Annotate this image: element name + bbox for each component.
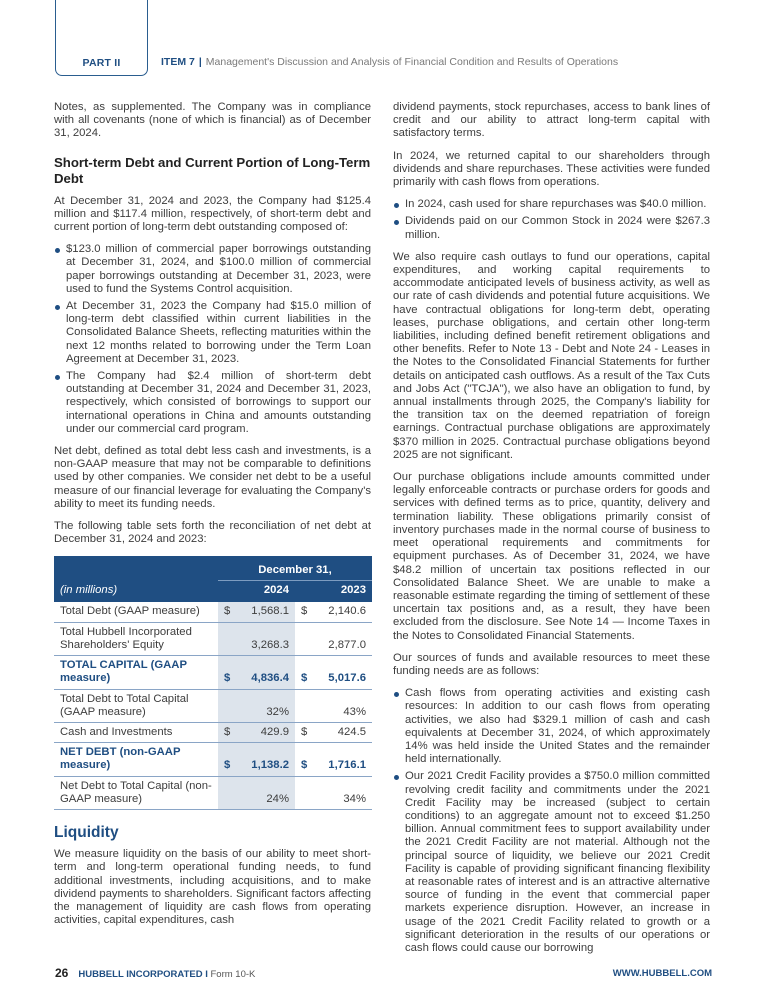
page-header — [161, 56, 618, 68]
value: 3,268.3 — [251, 638, 289, 651]
col-2023-header: 2023 — [295, 581, 372, 603]
value-2023 — [295, 722, 372, 742]
value-2024 — [218, 776, 295, 809]
value-2024 — [218, 602, 295, 622]
list-item: Cash flows from operating activities and existing cash resources: In addition to our cash flows from operating activities, we also had $329.1 million of cash and cash equivalents at December 31, 2024, of which approximately 14% was held inside the United States and the remainder held internationally. — [393, 687, 710, 766]
dollar-sign: $ — [224, 725, 231, 738]
paragraph: dividend payments, stock repurchases, access to bank lines of credit and our ability to attract long-term capital with satisfactory terms. — [393, 101, 710, 140]
liquidity-heading: Liquidity — [54, 823, 119, 841]
left-column — [54, 101, 371, 936]
group-header: December 31, — [218, 556, 372, 581]
value-2023 — [295, 602, 372, 622]
value: 1,568.1 — [251, 605, 289, 618]
row-label: Total Hubbell Incorporated Shareholders' Equity — [54, 622, 218, 655]
liquidity-paragraph: We measure liquidity on the basis of our ability to meet short-term and long-term operational funding needs, to fund additional investments, including acquisitions, and to make dividend payments to shareholders. Significant factors affecting the management of liquidity are cash flows from operating activities, capital expenditures, cash — [54, 848, 371, 927]
value-2023 — [295, 743, 372, 776]
paragraph: We also require cash outlays to fund our operations, capital expenditures, and working capital requirements to accommodate anticipated levels of business activity, as well as our rate of cash dividends and potential future acquisitions. We have contractual obligations for long-term debt, operating leases, purchase obligations, and certain other long-term liabilities, including defined benefit retirement obligations and other benefits. Refer to Note 13 - Debt and Note 24 - Leases in the Notes to the Consolidated Financial Statements for further details on anticipated cash outflows. As a result of the Tax Cuts and Jobs Act ("TCJA"), we also have an obligation to fund, by annual installments through 2025, the Company's liability for the transition tax on the deemed repatriation of foreign earnings. Contractual purchase obligations are approximately $370 million in 2025. Contractual purchase obligations beyond 2025 are not significant. — [393, 250, 710, 461]
value: 43% — [343, 705, 366, 718]
dollar-sign: $ — [301, 725, 308, 738]
footer-divider: I — [202, 969, 211, 980]
table-row — [54, 602, 372, 622]
row-label: TOTAL CAPITAL (GAAP measure) — [54, 656, 218, 689]
table-row — [54, 722, 372, 742]
value-2024 — [218, 722, 295, 742]
col-2024-header: 2024 — [218, 581, 295, 603]
list-item: Dividends paid on our Common Stock in 2024 were $267.3 million. — [393, 215, 710, 241]
value-2023 — [295, 656, 372, 689]
paragraph: Our sources of funds and available resources to meet these funding needs are as follows: — [393, 651, 710, 677]
value: 1,138.2 — [251, 759, 289, 772]
row-label: NET DEBT (non-GAAP measure) — [54, 743, 218, 776]
value: 1,716.1 — [328, 759, 366, 772]
list-item: In 2024, cash used for share repurchases was $40.0 million. — [393, 198, 710, 211]
units-header: (in millions) — [54, 581, 218, 603]
blank-header — [54, 556, 218, 581]
table-intro: The following table sets forth the reconciliation of net debt at December 31, 2024 and 2023: — [54, 520, 371, 546]
value: 24% — [266, 792, 289, 805]
list-item: Our 2021 Credit Facility provides a $750.0 million committed revolving credit facility and commitments under the 2021 Credit Facility may be increased (subject to certain conditions) to an aggregate amount not to exceed $1.250 billion. Annual commitment fees to support availability under the 2021 Credit Facility are not material. Although not the principal source of liquidity, we believe our 2021 Credit Facility is capable of providing significant financing flexibility at reasonable rates of interest and is an attractive alternative source of funding in the event that commercial paper markets experience disruption. However, an increase in usage of the 2021 Credit Facility related to growth or a significant deterioration in the results of our operations or cash flows could cause our borrowing — [393, 770, 710, 955]
item-label: ITEM 7 — [161, 56, 195, 68]
value-2024 — [218, 622, 295, 655]
list-item: $123.0 million of commercial paper borrowings outstanding at December 31, 2024, and $100.0 million of commercial paper borrowings outstanding at December 31, 2023, were used to fund the Systems Control acquisition. — [54, 243, 371, 296]
dollar-sign: $ — [301, 605, 308, 618]
page-number: 26 — [55, 966, 69, 980]
capital-return-list — [393, 198, 710, 242]
dollar-sign: $ — [301, 672, 308, 685]
value-2024 — [218, 743, 295, 776]
value: 2,877.0 — [328, 638, 366, 651]
value-2023 — [295, 622, 372, 655]
row-label: Cash and Investments — [54, 722, 218, 742]
part-label: PART II — [82, 57, 121, 69]
paragraph: In 2024, we returned capital to our shareholders through dividends and share repurchases. These activities were funded primarily with cash flows from operations. — [393, 149, 710, 189]
value: 424.5 — [337, 725, 366, 738]
part-tab — [55, 0, 148, 76]
value-2024 — [218, 656, 295, 689]
dollar-sign: $ — [301, 759, 308, 772]
sources-of-funds-list — [393, 687, 710, 955]
row-label: Net Debt to Total Capital (non-GAAP measure) — [54, 776, 218, 809]
table-row-net-debt — [54, 743, 372, 776]
value: 4,836.4 — [251, 672, 289, 685]
paragraph: Our purchase obligations include amounts committed under legally enforceable contracts or purchase orders for goods and services with defined terms as to price, quantity, delivery and termination liability. These obligations primarily consist of inventory purchases made in the normal course of business to meet operational requirements and commitments for equipment purchases. As of December 31, 2024, we have $48.2 million of uncertain tax positions reflected in our Consolidated Balance Sheet. We are unable to make a reasonable estimate regarding the timing of settlement of these uncertain tax positions and, as a result, they have been excluded from the disclosure. See Note 14 — Income Taxes in the Notes to Consolidated Financial Statements. — [393, 471, 710, 642]
table-row — [54, 622, 372, 655]
dollar-sign: $ — [224, 605, 231, 618]
value-2024 — [218, 689, 295, 722]
value-2023 — [295, 776, 372, 809]
value: 34% — [343, 792, 366, 805]
intro-paragraph: Notes, as supplemented. The Company was in compliance with all covenants (none of which is financial) as of December 31, 2024. — [54, 101, 371, 140]
value-2023 — [295, 689, 372, 722]
company-name: HUBBELL INCORPORATED — [78, 969, 203, 980]
table-row — [54, 776, 372, 809]
list-item: The Company had $2.4 million of short-term debt outstanding at December 31, 2024 and December 31, 2023, respectively, which consisted of borrowings to support our international operations in China and amounts outstanding under our commercial card program. — [54, 370, 371, 436]
short-term-debt-paragraph: At December 31, 2024 and 2023, the Company had $125.4 million and $117.4 million, respectively, of short-term debt and current portion of long-term debt outstanding composed of: — [54, 194, 371, 234]
dollar-sign: $ — [224, 672, 231, 685]
dollar-sign: $ — [224, 759, 231, 772]
short-term-debt-list — [54, 243, 371, 436]
list-item: At December 31, 2023 the Company had $15.0 million of long-term debt classified within current liabilities in the Consolidated Balance Sheets, reflecting maturities within the next 12 months related to borrowing under the Term Loan Agreement at December 31, 2023. — [54, 300, 371, 366]
website-link[interactable]: WWW.HUBBELL.COM — [612, 968, 712, 979]
table-row — [54, 689, 372, 722]
short-term-debt-heading: Short-term Debt and Current Portion of Long-Term Debt — [54, 154, 371, 186]
net-debt-paragraph: Net debt, defined as total debt less cash and investments, is a non-GAAP measure that may not be comparable to definitions used by other companies. We consider net debt to be a useful measure of our financial leverage for evaluating the Company's ability to meet its funding needs. — [54, 445, 371, 510]
page-footer — [55, 966, 712, 980]
net-debt-table — [54, 556, 372, 809]
value: 2,140.6 — [328, 605, 366, 618]
value: 429.9 — [260, 725, 289, 738]
header-separator: | — [198, 56, 202, 68]
table-row-total-capital — [54, 656, 372, 689]
row-label: Total Debt to Total Capital (GAAP measure) — [54, 689, 218, 722]
header-title: Management's Discussion and Analysis of Financial Condition and Results of Operations — [205, 56, 619, 68]
value: 32% — [266, 705, 289, 718]
value: 5,017.6 — [328, 672, 366, 685]
row-label: Total Debt (GAAP measure) — [54, 602, 218, 622]
right-column — [393, 101, 710, 964]
form-type: Form 10-K — [210, 969, 256, 980]
